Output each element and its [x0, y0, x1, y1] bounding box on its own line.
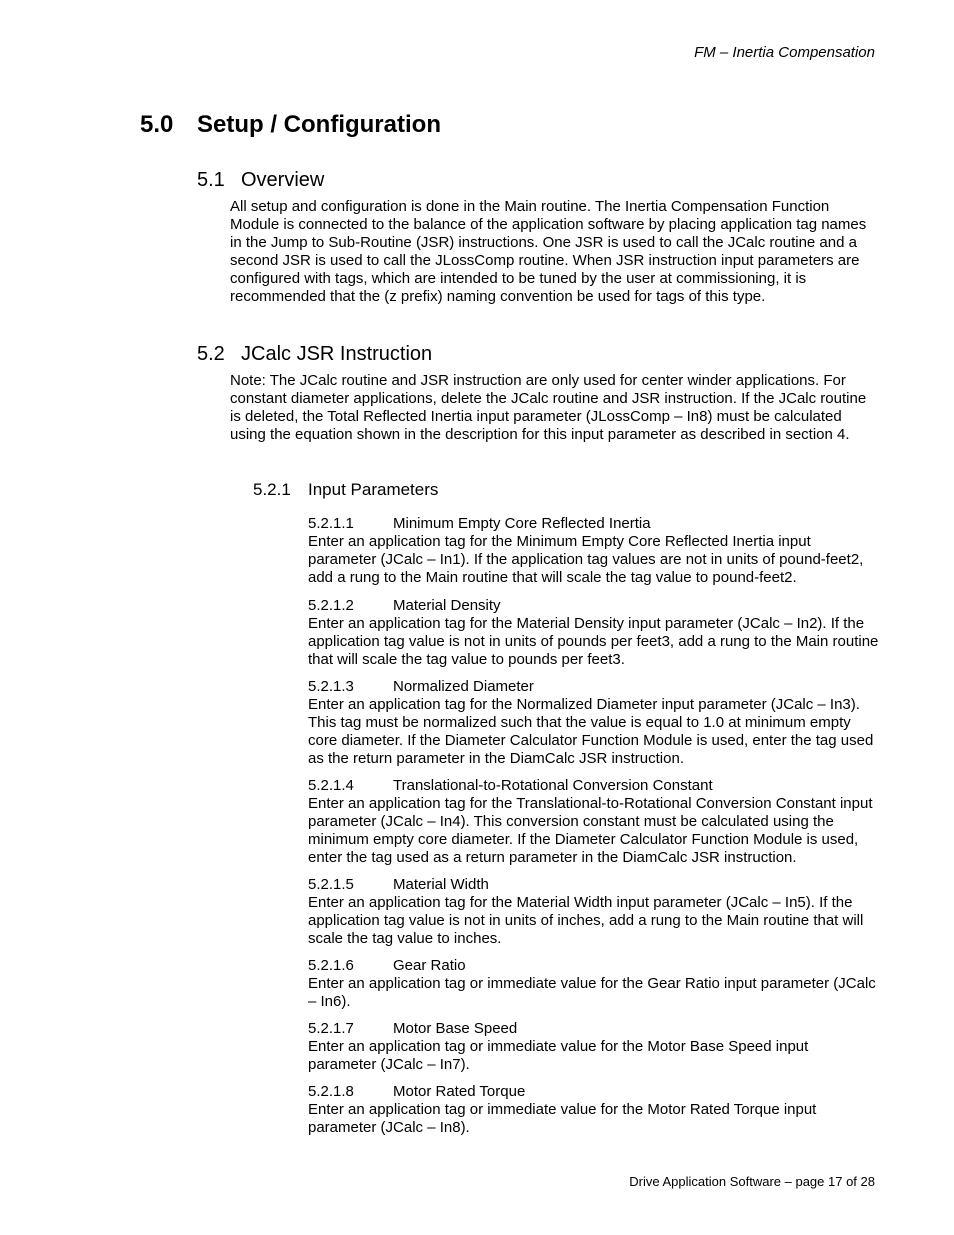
- param-number: 5.2.1.4: [308, 777, 354, 794]
- param-number: 5.2.1.6: [308, 957, 354, 974]
- param-item: [308, 876, 880, 948]
- param-title: Normalized Diameter: [393, 678, 534, 695]
- param-body: Enter an application tag or immediate value for the Gear Ratio input parameter (JCalc – In6).: [308, 975, 876, 1010]
- param-number: 5.2.1.3: [308, 678, 354, 695]
- param-heading: [308, 777, 880, 795]
- input-params-title: Input Parameters: [308, 480, 439, 499]
- param-item: [308, 777, 880, 867]
- param-body: Enter an application tag or immediate value for the Motor Base Speed input parameter (JCalc – In7).: [308, 1038, 809, 1073]
- param-title: Translational-to-Rotational Conversion Constant: [393, 777, 713, 794]
- param-title: Gear Ratio: [393, 957, 466, 974]
- overview-number: 5.1: [197, 169, 225, 191]
- input-params-heading: [253, 479, 438, 501]
- param-title: Motor Base Speed: [393, 1020, 518, 1037]
- param-item: [308, 1020, 880, 1074]
- section-title: Setup / Configuration: [197, 111, 441, 138]
- param-item: [308, 597, 880, 669]
- param-body: Enter an application tag for the Normalized Diameter input parameter (JCalc – In3). This tag must be normalized such that the value is equal to 1.0 at minimum empty core diameter. If the Diameter Calculator Function Module is used, enter the tag used as the return parameter in the DiamCalc JSR instruction.: [308, 696, 874, 767]
- param-heading: [308, 1020, 880, 1038]
- section-number: 5.0: [140, 111, 174, 138]
- param-body: Enter an application tag for the Material Width input parameter (JCalc – In5). If the application tag value is not in units of inches, add a rung to the Main routine that will scale the tag value to inches.: [308, 894, 864, 947]
- param-heading: [308, 876, 880, 894]
- param-body: Enter an application tag for the Translational-to-Rotational Conversion Constant input parameter (JCalc – In4). This conversion constant must be calculated using the minimum empty core diameter. If the Diameter Calculator Function Module is used, enter the tag used as a return parameter in the DiamCalc JSR instruction.: [308, 795, 873, 866]
- param-item: [308, 678, 880, 768]
- param-heading: [308, 678, 880, 696]
- param-item: [308, 957, 880, 1011]
- param-number: 5.2.1.2: [308, 597, 354, 614]
- jcalc-heading: [197, 341, 432, 367]
- param-body: Enter an application tag or immediate value for the Motor Rated Torque input parameter (JCalc – In8).: [308, 1101, 817, 1136]
- page-header: FM – Inertia Compensation: [694, 44, 875, 61]
- param-item: [308, 1083, 880, 1137]
- section-heading: [140, 110, 441, 140]
- param-number: 5.2.1.5: [308, 876, 354, 893]
- param-item: [308, 515, 880, 587]
- jcalc-number: 5.2: [197, 343, 225, 365]
- page-footer: Drive Application Software – page 17 of 28: [629, 1174, 875, 1189]
- param-number: 5.2.1.7: [308, 1020, 354, 1037]
- param-title: Material Width: [393, 876, 489, 893]
- param-title: Minimum Empty Core Reflected Inertia: [393, 515, 651, 532]
- param-title: Motor Rated Torque: [393, 1083, 526, 1100]
- param-heading: [308, 515, 880, 533]
- param-title: Material Density: [393, 597, 501, 614]
- overview-title: Overview: [241, 169, 325, 191]
- param-heading: [308, 597, 880, 615]
- param-number: 5.2.1.8: [308, 1083, 354, 1100]
- overview-body: All setup and configuration is done in the Main routine. The Inertia Compensation Function Module is connected to the balance of the application software by placing application tag names in the Jump to Sub-Routine (JSR) instructions. One JSR is used to call the JCalc routine and a second JSR is used to call the JLossComp routine. When JSR instruction input parameters are configured with tags, which are intended to be tuned by the user at commissioning, it is recommended that the (z prefix) naming convention be used for tags of this type.: [230, 198, 867, 305]
- param-heading: [308, 957, 880, 975]
- param-heading: [308, 1083, 880, 1101]
- jcalc-body: Note: The JCalc routine and JSR instruction are only used for center winder applications. For constant diameter applications, delete the JCalc routine and JSR instruction. If the JCalc routine is deleted, the Total Reflected Inertia input parameter (JLossComp – In8) must be calculated using the equation shown in the description for this input parameter as described in section 4.: [230, 372, 867, 443]
- input-params-number: 5.2.1: [253, 480, 291, 499]
- overview-heading: [197, 167, 324, 193]
- jcalc-title: JCalc JSR Instruction: [241, 343, 433, 365]
- param-body: Enter an application tag for the Minimum Empty Core Reflected Inertia input parameter (JCalc – In1). If the application tag values are not in units of pound-feet2, add a rung to the Main routine that will scale the tag value to pound-feet2.: [308, 533, 864, 586]
- param-body: Enter an application tag for the Material Density input parameter (JCalc – In2). If the application tag value is not in units of pounds per feet3, add a rung to the Main routine that will scale the tag value to pounds per feet3.: [308, 615, 879, 668]
- param-number: 5.2.1.1: [308, 515, 354, 532]
